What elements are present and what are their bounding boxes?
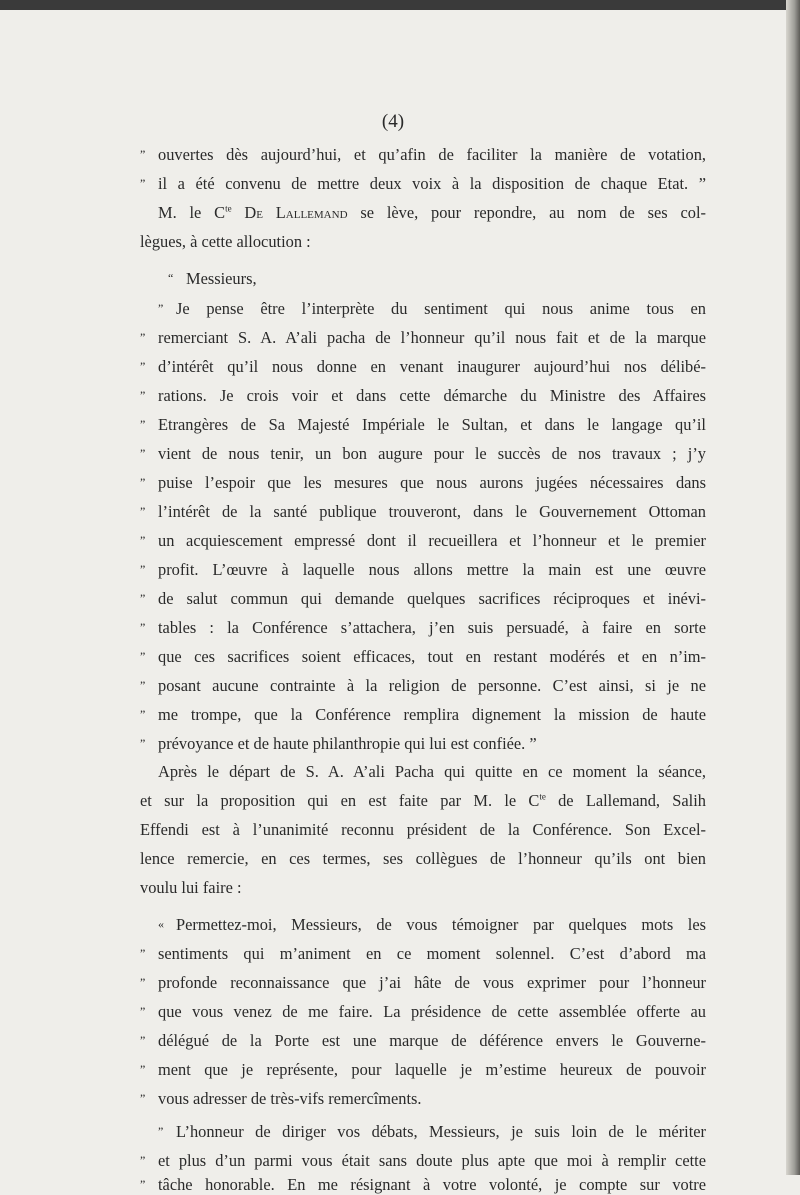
text-line: ” me trompe, que la Conférence remplira dignement la mission de haute (140, 705, 706, 724)
text-line: ” ment que je représente, pour laquelle je m’estime heureux de pouvoir (140, 1060, 706, 1079)
text-line: Après le départ de S. A. A’ali Pacha qui quitte en ce moment la séance, (158, 762, 706, 781)
text-line: « Permettez-moi, Messieurs, de vous témoigner par quelques mots les (158, 915, 706, 934)
text-line: ” profonde reconnaissance que j’ai hâte de vous exprimer pour l’honneur (140, 973, 706, 992)
text-line: ” et plus d’un parmi vous était sans doute plus apte que moi à remplir cette (140, 1151, 706, 1170)
text-line: ” que ces sacrifices soient efficaces, tout en restant modérés et en n’im- (140, 647, 706, 666)
text-line: ” Etrangères de Sa Majesté Impériale le Sultan, et dans le langage qu’il (140, 415, 706, 434)
text-line: ” puise l’espoir que les mesures que nous aurons jugées nécessaires dans (140, 473, 706, 492)
text-line: ” de salut commun qui demande quelques sacrifices réciproques et inévi- (140, 589, 706, 608)
text-line: ” vous adresser de très-vifs remercîments. (140, 1089, 422, 1108)
text-line: “ Messieurs, (168, 269, 257, 288)
text-line: ” d’intérêt qu’il nous donne en venant inaugurer aujourd’hui nos délibé- (140, 357, 706, 376)
text-line: ” profit. L’œuvre à laquelle nous allons mettre la main est une œuvre (140, 560, 706, 579)
text-line: ” il a été convenu de mettre deux voix à la disposition de chaque Etat. ” (140, 174, 706, 193)
text-line: ” ouvertes dès aujourd’hui, et qu’afin de faciliter la manière de votation, (140, 145, 706, 164)
text-line: ” que vous venez de me faire. La présidence de cette assemblée offerte au (140, 1002, 706, 1021)
text-line: ” L’honneur de diriger vos débats, Messieurs, je suis loin de le mériter (158, 1122, 706, 1141)
scan-top-border (0, 0, 800, 10)
text-line: ” l’intérêt de la santé publique trouveront, dans le Gouvernement Ottoman (140, 502, 706, 521)
text-line: ” posant aucune contrainte à la religion de personne. C’est ainsi, si je ne (140, 676, 706, 695)
text-line: ” sentiments qui m’animent en ce moment solennel. C’est d’abord ma (140, 944, 706, 963)
text-line: ” tâche honorable. En me résignant à votre volonté, je compte sur votre (140, 1175, 706, 1194)
text-line: ” tables : la Conférence s’attachera, j’en suis persuadé, à faire en sorte (140, 618, 706, 637)
text-line: ” un acquiescement empressé dont il recueillera et l’honneur et le premier (140, 531, 706, 550)
text-line: ” vient de nous tenir, un bon augure pour le succès de nos travaux ; j’y (140, 444, 706, 463)
text-line: M. le $C^{te}$ De Lallemand se lève, pour repondre, au nom de ses col- (158, 203, 706, 222)
text-line: et sur la proposition qui en est faite par M. le $C^{te}$ de Lallemand, Salih (140, 791, 706, 810)
text-line: lence remercie, en ces termes, ses collègues de l’honneur qu’ils ont bien (140, 849, 706, 868)
page-number: (4) (381, 111, 405, 132)
text-line: ” prévoyance et de haute philanthropie qui lui est confiée. ” (140, 734, 537, 753)
text-line: ” remerciant S. A. A’ali pacha de l’honneur qu’il nous fait et de la marque (140, 328, 706, 347)
document-page (0, 10, 786, 1194)
text-line: ” rations. Je crois voir et dans cette démarche du Ministre des Affaires (140, 386, 706, 405)
text-line: lègues, à cette allocution : (140, 232, 311, 251)
text-line: ” délégué de la Porte est une marque de déférence envers le Gouverne- (140, 1031, 706, 1050)
scan-right-edge (786, 0, 800, 1175)
text-line: Effendi est à l’unanimité reconnu président de la Conférence. Son Excel- (140, 820, 706, 839)
text-line: voulu lui faire : (140, 878, 242, 897)
text-line: ” Je pense être l’interprète du sentiment qui nous anime tous en (158, 299, 706, 318)
